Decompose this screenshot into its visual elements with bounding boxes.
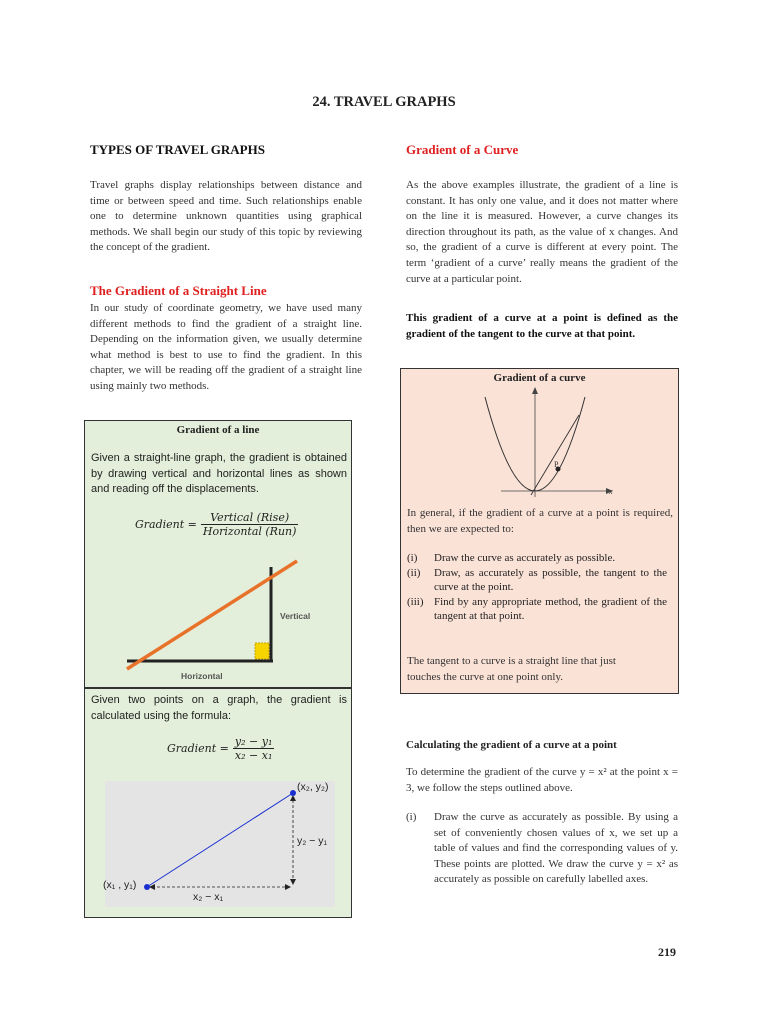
box-text: Given two points on a graph, the gradient is calculated using the formula: <box>91 694 347 722</box>
straight-line-diagram <box>85 551 353 689</box>
gradient-of-curve-box <box>400 368 679 694</box>
two-point-formula: Gradient = $\frac{\text{y₂ − y₁}}{\text{x₂ − x₁}}$ <box>167 735 273 762</box>
two-points-box <box>84 688 352 918</box>
gradient-of-line-box <box>84 420 352 688</box>
formula-denominator: x₂ − x₁ <box>234 749 273 762</box>
step-one: (i) Draw the curve as accurately as possible. By using a set of conveniently chosen values of x, we set up a table of values and find the corresponding values of y. These points are plotted. We draw the curve y = x² as accurately as possible on carefully labelled axes. <box>406 811 678 886</box>
label-point-p: P <box>554 460 559 469</box>
tangent-note: The tangent to a curve is a straight line that just touches the curve at one point only. <box>407 655 616 683</box>
list-item: (ii) Draw, as accurately as possible, the tangent to the curve at the point. <box>407 566 667 593</box>
calc-paragraph: To determine the gradient of the curve y = x² at the point x = 3, we follow the steps outlined above. <box>406 766 678 794</box>
gradient-formula: Gradient = Vertical (Rise) Horizontal (Run) <box>135 511 297 538</box>
label-x-axis: x <box>609 487 613 496</box>
definition-paragraph: This gradient of a curve at a point is defined as the gradient of the tangent to the curve at that point. <box>406 312 678 340</box>
box-intro: In general, if the gradient of a curve at a point is required, then we are expected to: <box>407 507 673 535</box>
subheading-curve: Gradient of a Curve <box>406 142 519 157</box>
box-title: Gradient of a curve <box>493 372 586 384</box>
curve-paragraph: As the above examples illustrate, the gradient of a line is constant. It has only one value, and it does not matter where on the line it is measured. However, a curve changes its direction throughout its path, as the value of x changes. And so, the gradient of a curve is different at every point. The term ‘gradient of a curve’ really means the gradient of the curve at a particular point. <box>406 179 678 285</box>
page-number: 219 <box>658 945 676 959</box>
calc-heading: Calculating the gradient of a curve at a point <box>406 739 617 751</box>
box-title: Gradient of a line <box>176 424 260 436</box>
label-point-2: (x₂, y₂) <box>297 781 329 793</box>
section-heading-types: TYPES OF TRAVEL GRAPHS <box>90 142 265 157</box>
formula-denominator: Horizontal (Run) <box>202 525 297 538</box>
label-vertical: Vertical <box>280 611 311 621</box>
subheading-straight-line: The Gradient of a Straight Line <box>90 283 267 298</box>
page-title: 24. TRAVEL GRAPHS <box>312 94 456 110</box>
label-dx: x₂ − x₁ <box>193 891 224 903</box>
intro-paragraph: Travel graphs display relationships between distance and time or between speed and time. Such relationships enable one to determine unknown quantities using graphical methods. We shall begin our study of this topic by reviewing the concept of the gradient. <box>90 179 362 254</box>
steps-list <box>407 551 667 624</box>
formula-numerator: y₂ − y₁ <box>234 735 273 748</box>
label-point-1: (x₁ , y₁) <box>103 879 137 891</box>
list-item: (i) Draw the curve as accurately as possible. <box>407 552 616 564</box>
label-dy: y₂ − y₁ <box>297 835 328 847</box>
label-horizontal: Horizontal <box>181 671 223 681</box>
curve-diagram <box>471 385 621 499</box>
box-text: Given a straight-line graph, the gradient is obtained by drawing vertical and horizontal lines as shown and reading off the displacements. <box>91 452 347 495</box>
formula-numerator: Vertical (Rise) <box>210 511 290 524</box>
straight-line-paragraph: In our study of coordinate geometry, we have used many different methods to find the gradient of a straight line. Depending on the information given, we usually determine what method is best to use to find the gradient. In this chapter, we will be reading off the gradient of a straight line using mainly two methods. <box>90 302 362 392</box>
list-item: (iii) Find by any appropriate method, the gradient of the tangent at that point. <box>407 595 667 622</box>
